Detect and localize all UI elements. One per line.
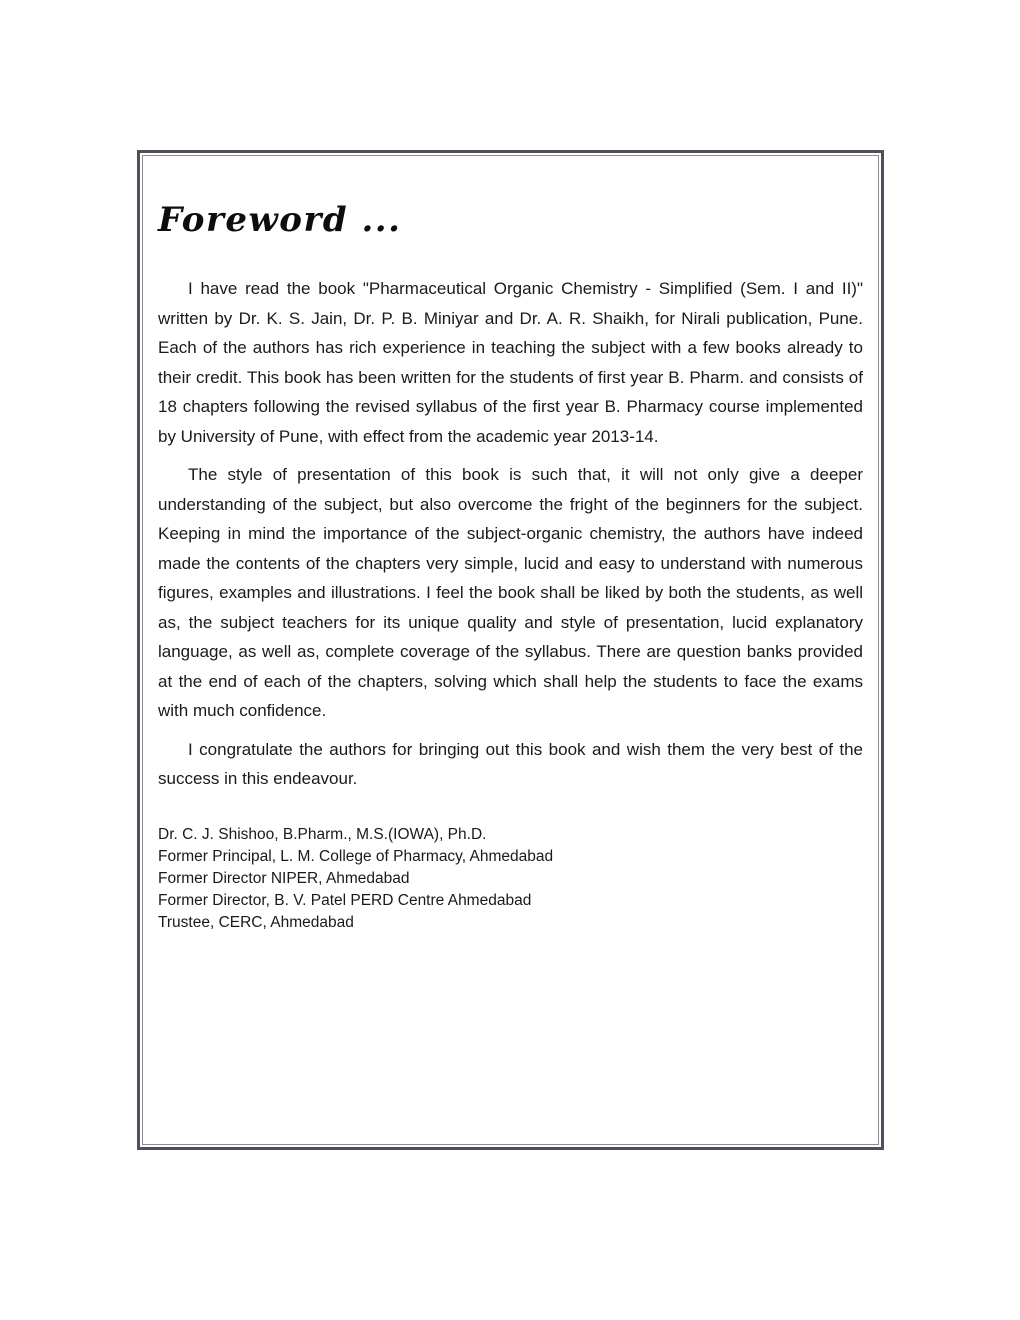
page-border-frame	[137, 150, 884, 1150]
page-title: Foreword ...	[158, 200, 402, 240]
foreword-paragraph: I have read the book "Pharmaceutical Organic Chemistry - Simplified (Sem. I and II)" written by Dr. K. S. Jain, Dr. P. B. Miniyar and Dr. A. R. Shaikh, for Nirali publication, Pune. Each of the authors has rich experience in teaching the subject with a few books already to their credit. This book has been written for the students of first year B. Pharm. and consists of 18 chapters following the revised syllabus of the first year B. Pharmacy course implemented by University of Pune, with effect from the academic year 2013-14.	[158, 279, 863, 446]
signature-line-author: Dr. C. J. Shishoo, B.Pharm., M.S.(IOWA), Ph.D.	[158, 825, 487, 843]
foreword-paragraph: I congratulate the authors for bringing out this book and wish them the very best of the success in this endeavour.	[158, 739, 863, 788]
signature-block	[158, 824, 863, 934]
foreword-body	[158, 274, 863, 794]
signature-line-title: Former Principal, L. M. College of Pharmacy, Ahmedabad	[158, 847, 554, 865]
page-border-frame-inner	[142, 155, 879, 1145]
signature-line-title: Trustee, CERC, Ahmedabad	[158, 913, 354, 931]
signature-line-title: Former Director, B. V. Patel PERD Centre Ahmedabad	[158, 891, 532, 909]
signature-line-title: Former Director NIPER, Ahmedabad	[158, 869, 410, 887]
foreword-paragraph: The style of presentation of this book is such that, it will not only give a deeper understanding of the subject, but also overcome the fright of the beginners for the subject. Keeping in mind the importance of the subject-organic chemistry, the authors have indeed made the contents of the chapters very simple, lucid and easy to understand with numerous figures, examples and illustrations. I feel the book shall be liked by both the students, as well as, the subject teachers for its unique quality and style of presentation, lucid explanatory language, as well as, complete coverage of the syllabus. There are question banks provided at the end of each of the chapters, solving which shall help the students to face the exams with much confidence.	[158, 465, 863, 720]
